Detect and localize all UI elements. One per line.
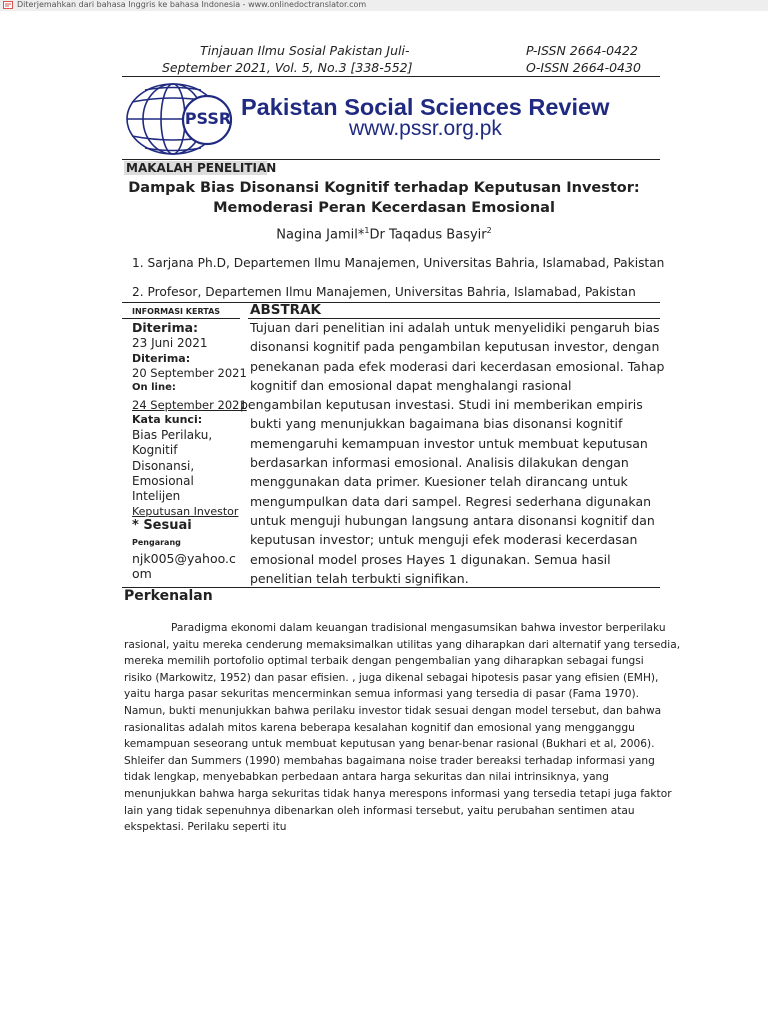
intro-line: ekspektasi. Perilaku seperti itu — [124, 821, 287, 834]
article-title-line1: Dampak Bias Disonansi Kognitif terhadap Keputusan Investor: — [128, 180, 640, 196]
corresponding-email[interactable] — [132, 551, 236, 581]
abstract-line: memengaruhi kemampuan investor untuk membuat keputusan — [250, 435, 648, 451]
abstract-line: kognitif dan emosional dapat menghalangi rasional — [250, 377, 572, 393]
logo-abbrev: PSSR — [184, 109, 232, 128]
abstract-line: Tujuan dari penelitian ini adalah untuk menyelidiki pengaruh bias — [250, 320, 660, 335]
abstract-line: disonansi kognitif pada pengambilan keputusan investor, dengan — [250, 339, 660, 355]
accepted-date: 20 September 2021 — [132, 366, 247, 380]
authors — [0, 226, 768, 242]
abstract-heading: ABSTRAK — [250, 302, 321, 318]
corresponding-label: * Sesuai — [132, 518, 192, 533]
intro-paragraph — [124, 620, 680, 836]
article-title-line2: Memoderasi Peran Kecerdasan Emosional — [213, 200, 555, 216]
email-line-2: om — [132, 566, 152, 581]
oissn: O-ISSN 2664-0430 — [526, 60, 641, 75]
keywords-list — [132, 428, 238, 520]
journal-header-line2: September 2021, Vol. 5, No.3 [338-552] — [162, 60, 413, 75]
intro-line: yaitu harga pasar sekuritas mencerminkan semua informasi yang tersedia di pasar (Fama 1970). — [124, 688, 639, 701]
affiliation-1: 1. Sarjana Ph.D, Departemen Ilmu Manajemen, Universitas Bahria, Islamabad, Pakistan — [132, 256, 665, 270]
abstract-line: emosional model proses Hayes 1 digunakan. Semua hasil — [250, 551, 611, 567]
logo-rule — [122, 159, 660, 160]
keyword: Emosional — [132, 473, 194, 488]
header-rule — [122, 76, 660, 77]
intro-line: menunjukkan bahwa harga sekuritas tidak hanya merespons informasi yang tersedia tetapi juga faktor — [124, 787, 672, 800]
abstract-line: berdasarkan informasi emosional. Analisis dilakukan dengan — [250, 455, 629, 471]
received-label: Diterima: — [132, 320, 199, 335]
keyword: Kognitif — [132, 443, 178, 458]
abstract-line: menggunakan data primer. Kuesioner telah dirancang untuk — [250, 474, 628, 490]
author-1-sup: 1 — [364, 226, 370, 235]
keyword: Disonansi, — [132, 458, 195, 473]
intro-line: lain yang tidak sepenuhnya dibenarkan oleh informasi tersebut, yaitu perubahan sentimen atau — [124, 804, 635, 817]
intro-line: rasionalitas adalah mitos karena beberapa kesalahan kognitif dan emosional yang mengganggu — [124, 721, 635, 734]
info-heading-rule — [122, 318, 240, 319]
accepted-label: Diterima: — [132, 352, 191, 365]
author-2: Dr Taqadus Basyir — [369, 227, 487, 243]
author-2-sup: 2 — [486, 226, 492, 235]
abstract-line: mengumpulkan data dari sampel. Regresi sederhana digunakan — [250, 493, 652, 509]
article-type-label: MAKALAH PENELITIAN — [126, 161, 277, 175]
intro-line: tidak lengkap, menyebabkan perbedaan antara harga sekuritas dan nilai intrinsiknya, yang — [124, 771, 609, 784]
intro-line: mereka memilih portofolio optimal terbaik dengan pengembalian yang diharapkan sebagai fungsi — [124, 655, 644, 668]
online-label: On line: — [132, 382, 176, 393]
keyword: Bias Perilaku, — [132, 428, 213, 442]
journal-header-line1: Tinjauan Ilmu Sosial Pakistan Juli- — [200, 43, 410, 58]
author-1: Nagina Jamil* — [276, 227, 365, 243]
keyword: Keputusan Investor — [132, 505, 239, 519]
abstract-line: penekanan pada efek moderasi dari kecerdasan emosional. Tahap — [250, 358, 665, 374]
intro-line: rasional, yaitu mereka cenderung memaksimalkan utilitas yang diharapkan dari alternatif yang tersedia, — [124, 638, 681, 651]
info-top-rule — [122, 302, 660, 303]
intro-line: Paradigma ekonomi dalam keuangan tradisional mengasumsikan bahwa investor berperilaku — [171, 622, 666, 634]
translate-icon — [3, 1, 13, 9]
received-date: 23 Juni 2021 — [132, 336, 208, 350]
abstract-line: keputusan investor; untuk menguji efek moderasi kecerdasan — [250, 532, 638, 548]
abstract-line: bukti yang menunjukkan bagaimana bias disonansi kognitif — [250, 416, 623, 432]
intro-line: kemampuan seseorang untuk membuat keputusan yang benar-benar rasional (Bukhari et al, 2006). — [124, 738, 655, 751]
abstract-body — [240, 318, 665, 588]
keyword: Intelijen — [132, 489, 181, 504]
pissn: P-ISSN 2664-0422 — [526, 43, 638, 58]
journal-url[interactable]: www.pssr.org.pk — [349, 117, 502, 140]
keywords-label: Kata kunci: — [132, 413, 203, 426]
online-date: 24 September 2021 — [132, 398, 247, 412]
abstract-line: pengambilan keputusan investasi. Studi ini memberikan empiris — [240, 397, 643, 413]
affiliation-2: 2. Profesor, Departemen Ilmu Manajemen, Universitas Bahria, Islamabad, Pakistan — [132, 285, 636, 299]
intro-heading: Perkenalan — [124, 588, 213, 604]
paper-info-heading: INFORMASI KERTAS — [132, 307, 221, 316]
abstract-line: untuk menguji hubungan langsung antara disonansi kognitif dan — [250, 512, 655, 528]
intro-line: Namun, bukti menunjukkan bahwa perilaku investor tidak sesuai dengan model tersebut, dan bahwa — [124, 704, 662, 717]
intro-line: Shleifer dan Summers (1990) membahas bagaimana noise trader bereaksi terhadap informasi yang — [124, 754, 655, 767]
author-label: Pengarang — [132, 538, 181, 547]
abstract-line: penelitian telah terbukti signifikan. — [250, 570, 469, 586]
journal-name: Pakistan Social Sciences Review — [241, 94, 610, 120]
intro-line: risiko (Markowitz, 1952) dan pasar efisien. , juga dikenal sebagai hipotesis pasar yang efisien (EMH), — [124, 671, 659, 684]
email-line-1: njk005@yahoo.c — [132, 551, 236, 566]
translator-link[interactable]: Diterjemahkan dari bahasa Inggris ke bahasa Indonesia - www.onlinedoctranslator.com — [17, 0, 367, 9]
